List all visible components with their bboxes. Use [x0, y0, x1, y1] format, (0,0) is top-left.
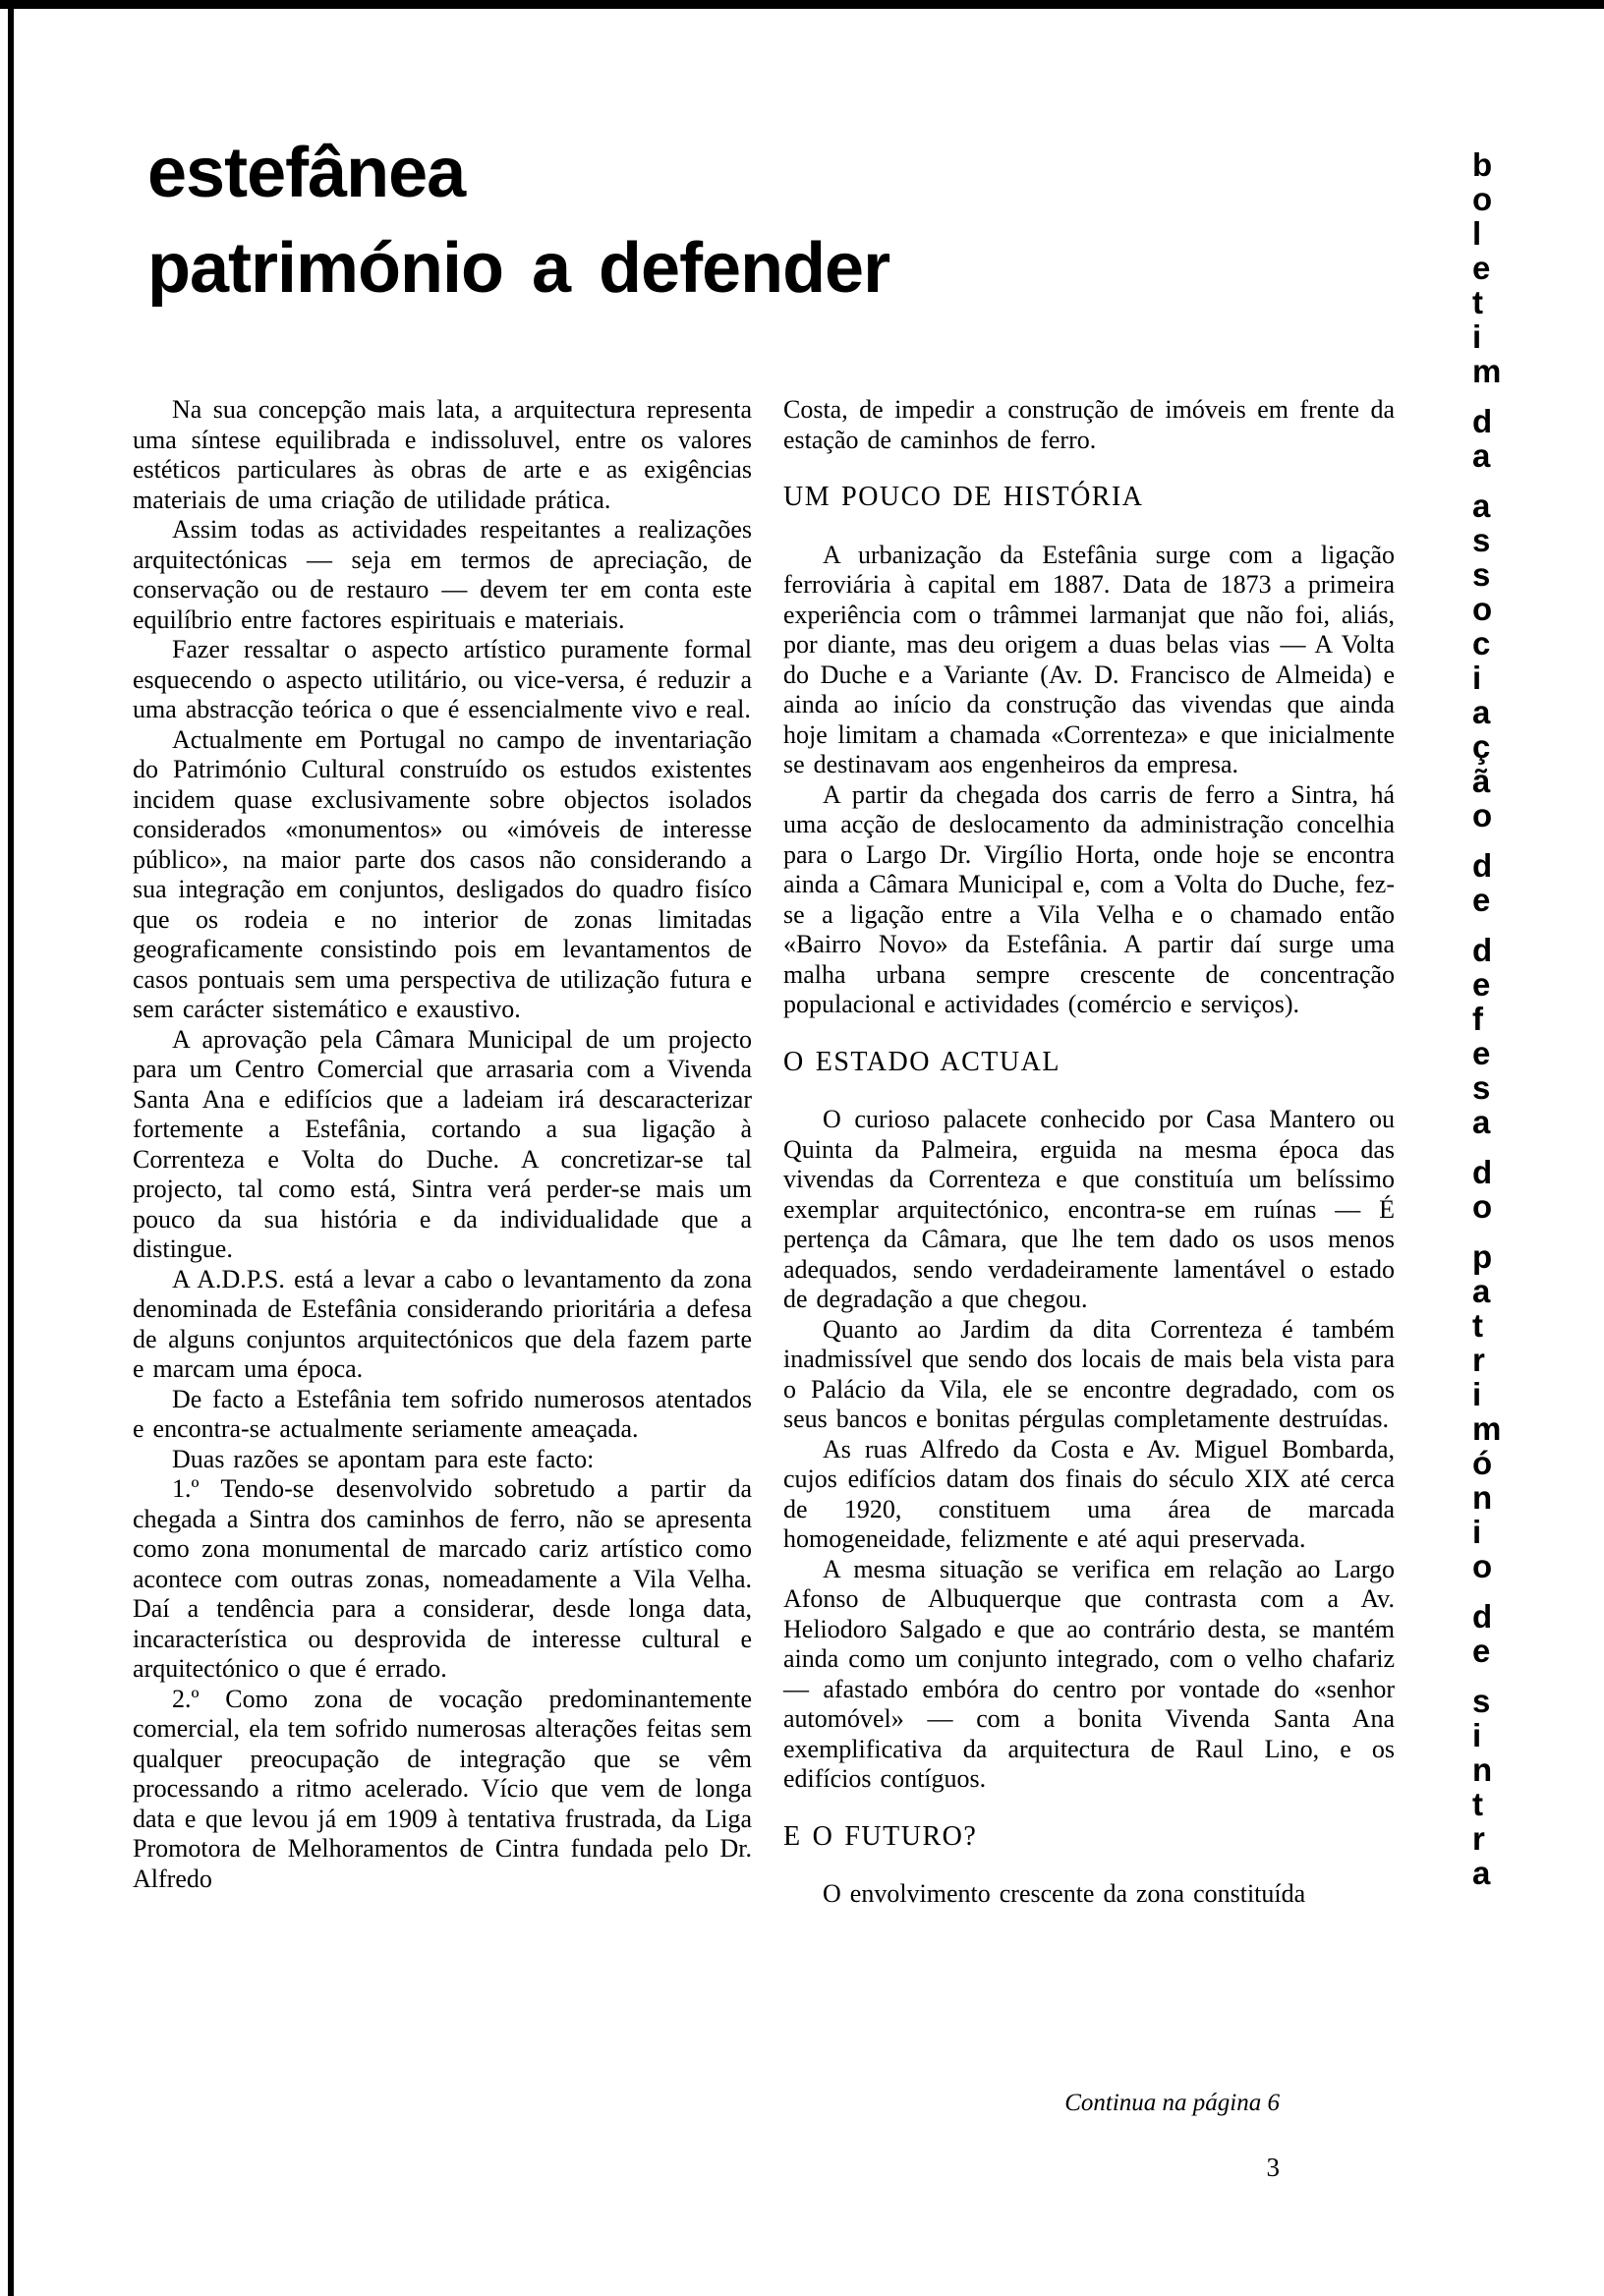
- article-title-line1: estefânea: [147, 134, 466, 212]
- sidebar-letter: l: [1472, 215, 1482, 252]
- sidebar-letter: i: [1472, 1376, 1482, 1412]
- sidebar-letter: c: [1472, 625, 1491, 661]
- sidebar-letter: o: [1472, 1548, 1493, 1584]
- sidebar-word-gap: [1472, 1583, 1518, 1599]
- sidebar-letter: d: [1472, 1154, 1493, 1190]
- sidebar-letter: o: [1472, 797, 1493, 833]
- sidebar-letter: e: [1472, 882, 1491, 918]
- left-column: [133, 395, 752, 1894]
- sidebar-letter: o: [1472, 181, 1493, 217]
- paragraph: As ruas Alfredo da Costa e Av. Miguel Bombarda, cujos edifícios datam dos finais do século XIX até cerca de 1920, constituem uma área de marcada homogeneidade, felizmente e até aqui preservada.: [783, 1434, 1395, 1553]
- sidebar-letter: p: [1472, 1238, 1493, 1275]
- page-number: 3: [1266, 2152, 1280, 2182]
- sidebar-letter: e: [1472, 250, 1491, 286]
- sidebar-letter: i: [1472, 1514, 1482, 1550]
- sidebar-letter: d: [1472, 1598, 1493, 1635]
- sidebar-letter: e: [1472, 1035, 1491, 1071]
- sidebar-letter: a: [1472, 1104, 1491, 1140]
- sidebar-letter: d: [1472, 403, 1493, 439]
- sidebar-word-gap: [1472, 1668, 1518, 1684]
- sidebar-letter: i: [1472, 318, 1482, 355]
- paragraph: Quanto ao Jardim da dita Correnteza é também inadmissível que sendo dos locais de mais bela vista para o Palácio da Vila, ele se encontre degradado, com os seus bancos e bonitas pérgulas completamente destruídas.: [783, 1314, 1395, 1433]
- sidebar-letter: ç: [1472, 728, 1491, 765]
- paragraph: A partir da chegada dos carris de ferro a Sintra, há uma acção de deslocamento da administração concelhia para o Largo Dr. Virgílio Horta, onde hoje se encontra ainda a Câmara Municipal e, com a Volta do Duche, fez-se a ligação entre a Vila Velha e o chamado então «Bairro Novo» da Estefânia. A partir daí surge uma malha urbana sempre crescente de concentração populacional e actividades (comércio e serviços).: [783, 779, 1395, 1018]
- sidebar-letter: o: [1472, 591, 1493, 627]
- sidebar-word-gap: [1472, 832, 1518, 848]
- sidebar-letter: ó: [1472, 1445, 1493, 1481]
- sidebar-letter: d: [1472, 847, 1493, 884]
- paragraph: Actualmente em Portugal no campo de inventariação do Património Cultural construído os estudos existentes incidem quase exclusivamente sobre objectos isolados considerados «monumentos» ou «imóveis de interesse público», na maior parte dos casos não considerando a sua integração em conjuntos, desligados do quadro fisíco que os rodeia e no interior de zonas limitadas geograficamente consistindo pois em levantamentos de casos pontuais sem uma perspectiva de utilização futura e sem carácter sistemático e exaustivo.: [133, 724, 752, 1023]
- sidebar-letter: ã: [1472, 763, 1491, 799]
- sidebar-letter: r: [1472, 1820, 1485, 1857]
- sidebar-letter: s: [1472, 1683, 1491, 1719]
- sidebar-letter: f: [1472, 1001, 1483, 1037]
- paragraph: A mesma situação se verifica em relação ao Largo Afonso de Albuquerque que contrasta com a Av. Heliodoro Salgado e que ao contrário desta, se mantém ainda como um conjunto integrado, com o velho chafariz — afastado embóra do centro por vontade do «senhor automóvel» — com a bonita Vivenda Santa Ana exemplificativa da arquitectura de Raul Lino, e os edifícios contíguos.: [783, 1554, 1395, 1793]
- paragraph: 1.º Tendo-se desenvolvido sobretudo a partir da chegada a Sintra dos caminhos de ferro, não se apresenta como zona monumental de marcado cariz artístico como acontece com outras zonas, nomeadamente a Vila Velha. Daí a tendência para a considerar, desde longa data, incaracterística ou desprovida de interesse cultural e arquitectónico o que é errado.: [133, 1474, 752, 1683]
- sidebar-letter: s: [1472, 522, 1491, 558]
- sidebar-letter: a: [1472, 1273, 1491, 1309]
- paragraph: Fazer ressaltar o aspecto artístico puramente formal esquecendo o aspecto utilitário, ou vice-versa, é reduzir a uma abstracção teórica o que é essencialmente vivo e real.: [133, 635, 752, 723]
- paragraph: O curioso palacete conhecido por Casa Mantero ou Quinta da Palmeira, erguida na mesma época das vivendas da Correnteza e que constituía um belíssimo exemplar arquitectónico, encontra-se em ruínas — É pertença da Câmara, que lhe tem dado os usos menos adequados, sendo verdadeiramente lamentável o estado de degradação a que chegou.: [783, 1105, 1395, 1313]
- sidebar-letter: b: [1472, 146, 1493, 183]
- sidebar-letter: i: [1472, 660, 1482, 696]
- article-title: [147, 126, 889, 316]
- sidebar-letter: d: [1472, 932, 1493, 968]
- sidebar-letter: i: [1472, 1717, 1482, 1753]
- sidebar-letter: n: [1472, 1479, 1493, 1516]
- paragraph: Na sua concepção mais lata, a arquitectura representa uma síntese equilibrada e indissoluvel, entre os valores estéticos particulares às obras de arte e as exigências materiais de uma criação de utilidade prática.: [133, 395, 752, 514]
- sidebar-letter: e: [1472, 966, 1491, 1003]
- sidebar-letter: s: [1472, 556, 1491, 593]
- page-border-left: [8, 0, 14, 2296]
- sidebar-word-gap: [1472, 917, 1518, 933]
- right-column: [783, 395, 1395, 1910]
- page-border-top: [0, 0, 1604, 9]
- sidebar-letter: m: [1472, 353, 1502, 389]
- sidebar-vertical-text: [1472, 147, 1518, 1890]
- sidebar-letter: m: [1472, 1410, 1502, 1447]
- sidebar-letter: r: [1472, 1342, 1485, 1378]
- paragraph: Assim todas as actividades respeitantes a realizações arquitectónicas — seja em termos de apreciação, de conservação ou de restauro — devem ter em conta este equilíbrio entre factores espirituais e materiais.: [133, 515, 752, 634]
- sidebar-letter: e: [1472, 1633, 1491, 1669]
- paragraph: O envolvimento crescente da zona constituída: [823, 1879, 1306, 1908]
- sidebar-letter: a: [1472, 1855, 1491, 1891]
- sidebar-letter: s: [1472, 1069, 1491, 1106]
- paragraph: A aprovação pela Câmara Municipal de um projecto para um Centro Comercial que arrasaria com a Vivenda Santa Ana e edifícios que a ladeiam irá descaracterizar fortemente a Estefânia, cortando a sua ligação à Correnteza e Volta do Duche. A concretizar-se tal projecto, tal como está, Sintra verá perder-se mais um pouco da sua história e da individualidade que a distingue.: [133, 1024, 752, 1263]
- sidebar-letter: a: [1472, 694, 1491, 730]
- section-heading: UM POUCO DE HISTÓRIA: [783, 482, 1144, 512]
- sidebar-letter: t: [1472, 284, 1483, 320]
- sidebar-word-gap: [1472, 473, 1518, 488]
- paragraph: 2.º Como zona de vocação predominantemente comercial, ela tem sofrido numerosas alterações feitas sem qualquer preocupação de integração que se vêm processando a ritmo acelerado. Vício que vem de longa data e que levou já em 1909 à tentativa frustrada, da Liga Promotora de Melhoramentos de Cintra fundada pelo Dr. Alfredo: [133, 1684, 752, 1893]
- paragraph: Costa, de impedir a construção de imóveis em frente da estação de caminhos de ferro.: [783, 395, 1395, 454]
- continuation-note: Continua na página 6: [1064, 2090, 1280, 2116]
- sidebar-letter: t: [1472, 1786, 1483, 1822]
- paragraph: A urbanização da Estefânia surge com a ligação ferroviária à capital em 1887. Data de 1873 a primeira experiência com o trâmmei larmanjat que não foi, aliás, por diante, mas deu origem a duas belas vias — A Volta do Duche e a Variante (Av. D. Francisco de Almeida) e ainda ao início da construção das vivendas que ainda hoje limitam a chamada «Correnteza» e que inicialmente se destinavam aos engenheiros da empresa.: [783, 540, 1395, 778]
- sidebar-word-gap: [1472, 388, 1518, 404]
- sidebar-word-gap: [1472, 1139, 1518, 1155]
- section-heading: O ESTADO ACTUAL: [783, 1046, 1060, 1077]
- sidebar-word-gap: [1472, 1224, 1518, 1239]
- sidebar-letter: o: [1472, 1188, 1493, 1225]
- sidebar-letter: a: [1472, 437, 1491, 474]
- sidebar-letter: n: [1472, 1751, 1493, 1788]
- sidebar-letter: a: [1472, 488, 1491, 524]
- paragraph: Duas razões se apontam para este facto:: [172, 1444, 595, 1473]
- sidebar-letter: t: [1472, 1307, 1483, 1344]
- section-heading: E O FUTURO?: [783, 1820, 978, 1852]
- paragraph: A A.D.P.S. está a levar a cabo o levantamento da zona denominada de Estefânia considerando prioritária a defesa de alguns conjuntos arquitectónicos que dela fazem parte e marcam uma época.: [133, 1264, 752, 1383]
- paragraph: De facto a Estefânia tem sofrido numerosos atentados e encontra-se actualmente seriamente ameaçada.: [133, 1384, 752, 1443]
- article-title-line2: património a defender: [147, 229, 890, 308]
